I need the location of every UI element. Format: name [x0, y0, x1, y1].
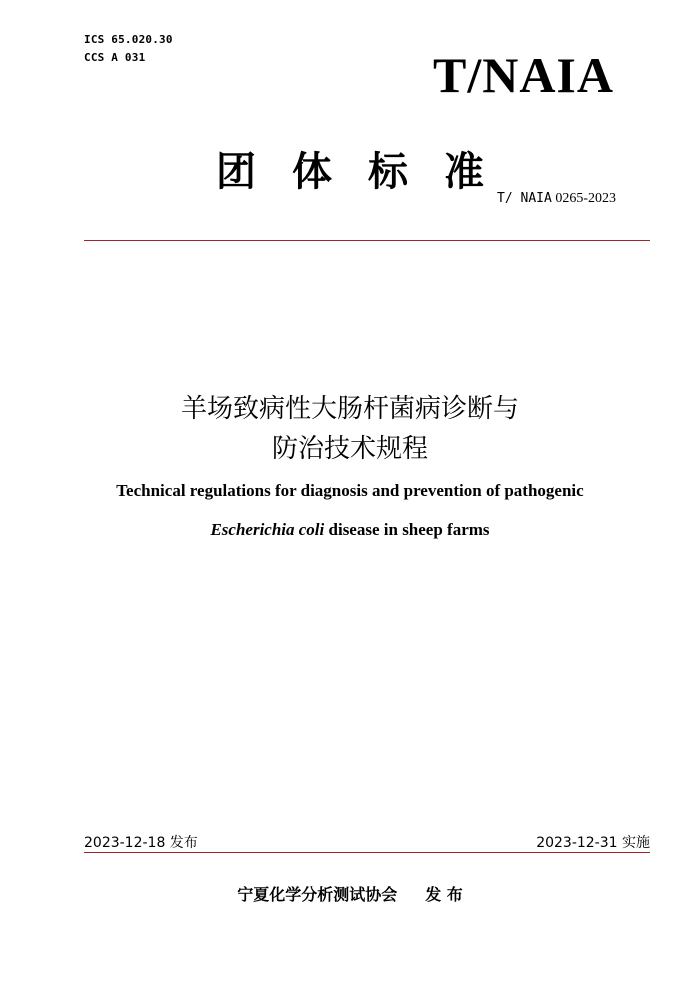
doc-type-char: 团 — [216, 149, 292, 195]
organization-logo: T/NAIA — [432, 47, 614, 103]
title-english-line-2 — [0, 520, 700, 540]
footer-divider — [84, 852, 650, 853]
document-number-value: 0265-2023 — [555, 191, 616, 206]
doc-type-char: 标 — [368, 149, 444, 195]
publisher-name: 宁夏化学分析测试协会 — [237, 885, 398, 904]
ccs-code: CCS A 031 — [84, 51, 146, 64]
publisher-line — [0, 882, 700, 905]
document-number — [497, 191, 616, 207]
issue-date: 2023-12-18 发布 — [84, 835, 198, 851]
header-divider — [84, 240, 650, 241]
publish-word: 发 布 — [425, 885, 463, 904]
title-english-line-2-rest: disease in sheep farms — [324, 520, 490, 539]
implementation-date: 2023-12-31 实施 — [536, 835, 650, 851]
doc-type-char: 体 — [292, 149, 368, 195]
title-chinese-line-2: 防治技术规程 — [271, 434, 428, 464]
document-type-heading — [0, 140, 700, 197]
title-english-species: Escherichia coli — [210, 520, 325, 539]
document-number-prefix: T/ NAIA — [497, 191, 552, 206]
title-english-line-1: Technical regulations for diagnosis and prevention of pathogenic — [116, 481, 584, 500]
doc-type-char: 准 — [444, 149, 484, 195]
ics-code: ICS 65.020.30 — [84, 33, 173, 46]
title-chinese-line-1: 羊场致病性大肠杆菌病诊断与 — [180, 394, 519, 424]
